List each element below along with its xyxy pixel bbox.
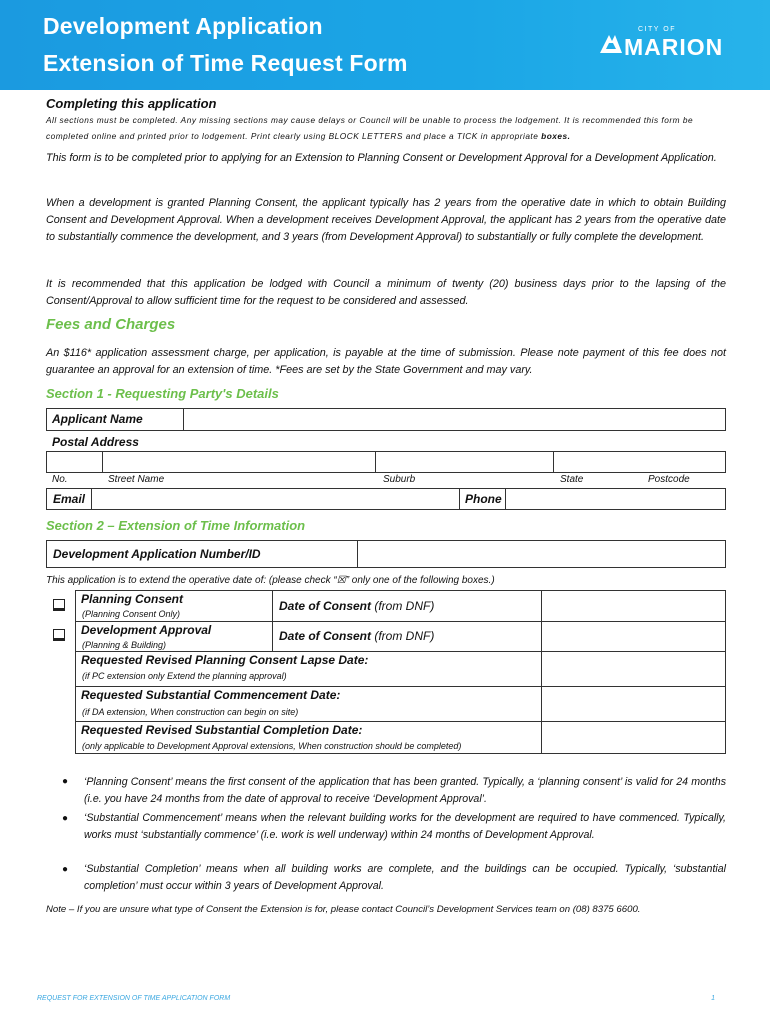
da-number-label: Development Application Number/ID <box>53 547 261 561</box>
fees-heading: Fees and Charges <box>46 316 176 333</box>
extension-options-table <box>75 590 726 754</box>
bullet-substantial-commencement: ‘Substantial Commencement’ means when the relevant building works for the development are required to have commenced. Typically, works must ‘substantially commence’ (i.e. work is well underway) within 24 months of Development Approval. <box>84 812 726 841</box>
substantial-completion-title: Requested Revised Substantial Completion Date: <box>81 723 363 737</box>
planning-consent-sub: (Planning Consent Only) <box>82 609 181 619</box>
caption-postcode: Postcode <box>648 474 690 485</box>
street-name-field[interactable] <box>103 452 375 472</box>
caption-suburb: Suburb <box>383 474 416 485</box>
postal-address-row <box>46 451 726 473</box>
intro-paragraph-3: It is recommended that this application be lodged with Council a minimum of twenty (20) business days prior to the lapsing of the Consent/Approval to allow sufficient time for the request to be considered and assessed. <box>46 278 726 307</box>
divider <box>459 489 460 509</box>
form-title-line1: Development Application <box>43 13 323 39</box>
revised-planning-lapse-sub: (if PC extension only Extend the planning approval) <box>82 671 287 681</box>
caption-state: State <box>560 474 584 485</box>
marion-logo-icon <box>600 31 622 53</box>
date-of-consent-1-label: Date of Consent <box>279 599 372 613</box>
header-banner <box>0 0 770 90</box>
section2-heading: Section 2 – Extension of Time Information <box>46 518 306 533</box>
completing-heading: Completing this application <box>46 96 217 111</box>
email-phone-row <box>46 488 726 510</box>
substantial-completion-sub: (only applicable to Development Approval extensions, When construction should be completed) <box>82 741 462 751</box>
postal-address-label: Postal Address <box>52 435 139 449</box>
applicant-name-label: Applicant Name <box>52 412 143 426</box>
da-number-row <box>46 540 726 568</box>
caption-street-name: Street Name <box>108 474 165 485</box>
completing-note-line2 <box>46 128 726 144</box>
consent-note: Note – If you are unsure what type of Consent the Extension is for, please contact Council’s Development Services team on (08) 8375 6600. <box>46 904 641 915</box>
applicant-name-row <box>46 408 726 431</box>
completing-note-line2-text: completed online and printed prior to lodgement. Print clearly using BLOCK LETTERS and place a TICK in appropriate <box>46 131 542 141</box>
phone-field[interactable] <box>506 489 725 509</box>
substantial-commencement-title: Requested Substantial Commencement Date: <box>81 688 341 702</box>
planning-consent-title: Planning Consent <box>81 592 183 606</box>
logo-city-of: CITY OF <box>638 26 676 33</box>
development-approval-checkbox[interactable] <box>53 629 65 641</box>
development-approval-title: Development Approval <box>81 623 212 637</box>
revised-planning-lapse-field[interactable] <box>542 652 725 686</box>
logo-marion: MARION <box>624 34 724 60</box>
address-no-field[interactable] <box>47 452 102 472</box>
development-approval-date-field[interactable] <box>542 622 725 651</box>
footer-form-name: REQUEST FOR EXTENSION OF TIME APPLICATION FORM <box>37 995 231 1002</box>
da-number-field[interactable] <box>358 541 725 567</box>
planning-consent-date-field[interactable] <box>542 591 725 621</box>
bullet-planning-consent: ‘Planning Consent’ means the first consent of the application that has been granted. Typically, a ‘planning consent’ is valid for 24 months (i.e. you have 24 months from the date of approval to receive ‘Development Approval’. <box>84 776 726 805</box>
check-instruction: This application is to extend the operative date of: (please check “☒” only one of the following boxes.) <box>46 575 495 586</box>
phone-label: Phone <box>465 492 502 506</box>
divider <box>541 651 542 753</box>
email-label: Email <box>53 492 86 506</box>
suburb-field[interactable] <box>376 452 553 472</box>
bullet-dot: ● <box>62 776 69 787</box>
section1-heading: Section 1 - Requesting Party's Details <box>46 386 279 401</box>
intro-paragraph-2: When a development is granted Planning Consent, the applicant typically has 2 years from the operative date in which to obtain Building Consent and Development Approval. When a development receives Development Approval, the applicant has 2 years from the operative date to substantially commence the development, and 3 years (from Development Approval) to substantially or fully complete the development. <box>46 197 726 243</box>
bullet-substantial-completion: ‘Substantial Completion’ means when all building works are complete, and the buildings can be occupied. Typically, ‘substantial completion’ must occur within 3 years of Development Approval. <box>84 863 726 892</box>
date-of-consent-1-suffix: (from DNF) <box>371 599 435 613</box>
form-title-line2: Extension of Time Request Form <box>43 50 408 76</box>
bullet-dot: ● <box>62 864 69 875</box>
date-of-consent-1 <box>279 599 434 613</box>
fees-text: An $116* application assessment charge, per application, is payable at the time of submission. Please note payment of this fee does not guarantee an approval for an extension of time. *Fees are set by the State Government and may vary. <box>46 347 726 376</box>
development-approval-sub: (Planning & Building) <box>82 640 167 650</box>
email-field[interactable] <box>92 489 459 509</box>
applicant-name-field[interactable] <box>184 409 725 430</box>
completing-note-bold: boxes. <box>541 131 571 141</box>
bullet-dot: ● <box>62 813 69 824</box>
date-of-consent-2-label: Date of Consent <box>279 629 372 643</box>
intro-paragraph-1: This form is to be completed prior to applying for an Extension to Planning Consent or Development Approval for a Development Application. <box>46 152 717 164</box>
date-of-consent-2-suffix: (from DNF) <box>371 629 435 643</box>
caption-no: No. <box>52 474 68 485</box>
planning-consent-checkbox[interactable] <box>53 599 65 611</box>
state-postcode-field[interactable] <box>554 452 725 472</box>
substantial-commencement-sub: (if DA extension, When construction can begin on site) <box>82 707 299 717</box>
date-of-consent-2 <box>279 629 434 643</box>
footer-page-number: 1 <box>711 995 715 1002</box>
substantial-completion-field[interactable] <box>542 722 725 753</box>
city-of-marion-logo <box>600 27 726 61</box>
revised-planning-lapse-title: Requested Revised Planning Consent Lapse Date: <box>81 653 369 667</box>
substantial-commencement-field[interactable] <box>542 687 725 721</box>
completing-note-line1: All sections must be completed. Any missing sections may cause delays or Council will be unable to process the lodgement. It is recommended this form be <box>46 115 694 125</box>
